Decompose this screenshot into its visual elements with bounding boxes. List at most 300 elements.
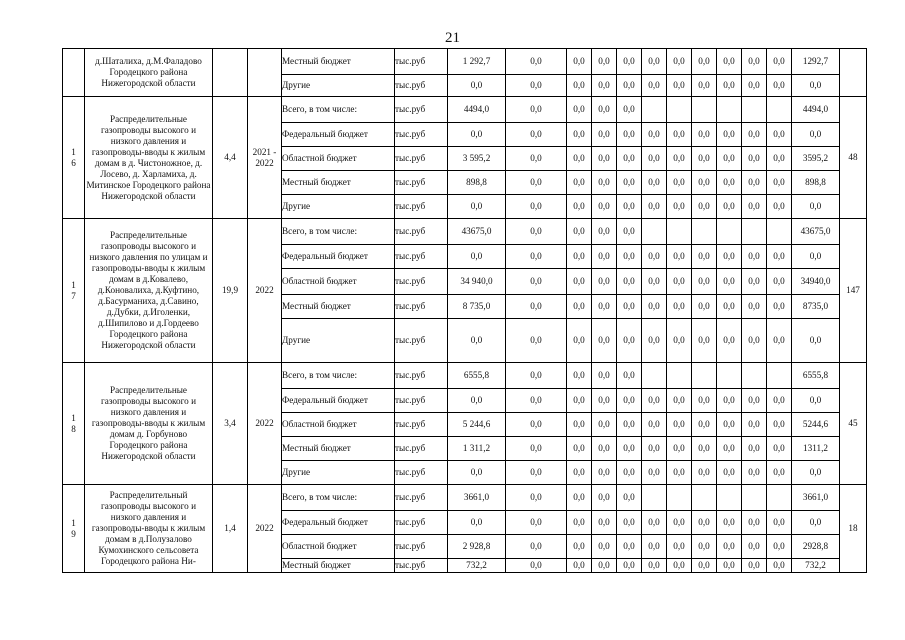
- year-cell: 0,0: [567, 269, 592, 295]
- year-cell: 0,0: [742, 195, 767, 219]
- object-description: Распределительный газопроводы высокого и низкого давления и газопроводы-вводы к жилым домам в д.Полузалово Кумохинского сельсовета Городецкого района Ни-: [85, 485, 213, 573]
- row-number: 1 8: [63, 363, 85, 485]
- amount-col: 0,0: [506, 49, 567, 75]
- amount-col: 0,0: [506, 219, 567, 245]
- amount-col: 0,0: [506, 535, 567, 559]
- funding-source: Всего, в том числе:: [282, 485, 395, 511]
- year-cell: 0,0: [742, 437, 767, 461]
- year-cell: 0,0: [742, 123, 767, 147]
- year-cell: 0,0: [717, 389, 742, 413]
- year-cell: [742, 219, 767, 245]
- funding-source: Другие: [282, 461, 395, 485]
- year-cell: 0,0: [617, 559, 642, 573]
- year-cell: [717, 219, 742, 245]
- amount-total: 34 940,0: [448, 269, 506, 295]
- year-cell: 0,0: [642, 269, 667, 295]
- year-cell: 0,0: [692, 461, 717, 485]
- year-cell: 0,0: [717, 195, 742, 219]
- year-cell: 0,0: [642, 319, 667, 363]
- year-cell: 0,0: [692, 295, 717, 319]
- unit-label: тыс.руб: [395, 485, 448, 511]
- amount-result: 0,0: [792, 389, 840, 413]
- year-cell: 0,0: [667, 269, 692, 295]
- year-cell: 0,0: [642, 147, 667, 171]
- funding-source: Всего, в том числе:: [282, 219, 395, 245]
- year-cell: 0,0: [642, 171, 667, 195]
- year-cell: 0,0: [617, 49, 642, 75]
- year-cell: 0,0: [667, 123, 692, 147]
- year-cell: 0,0: [667, 461, 692, 485]
- unit-label: тыс.руб: [395, 171, 448, 195]
- amount-result: 0,0: [792, 123, 840, 147]
- year-cell: 0,0: [717, 535, 742, 559]
- year-cell: 0,0: [642, 413, 667, 437]
- year-cell: 0,0: [617, 413, 642, 437]
- amount-total: 3 595,2: [448, 147, 506, 171]
- year-cell: 0,0: [692, 49, 717, 75]
- year-cell: 0,0: [667, 245, 692, 269]
- year-cell: 0,0: [592, 535, 617, 559]
- year-cell: 0,0: [642, 195, 667, 219]
- year-cell: 0,0: [617, 97, 642, 123]
- year-cell: 0,0: [692, 171, 717, 195]
- unit-label: тыс.руб: [395, 245, 448, 269]
- funding-source: Местный бюджет: [282, 437, 395, 461]
- year-cell: 0,0: [567, 363, 592, 389]
- year-cell: 0,0: [692, 559, 717, 573]
- amount-total: 1 292,7: [448, 49, 506, 75]
- amount-total: 898,8: [448, 171, 506, 195]
- row-number: 1 9: [63, 485, 85, 573]
- year-cell: 0,0: [592, 363, 617, 389]
- funding-source: Федеральный бюджет: [282, 245, 395, 269]
- page-number: 21: [445, 30, 460, 46]
- amount-total: 3661,0: [448, 485, 506, 511]
- funding-source: Областной бюджет: [282, 413, 395, 437]
- unit-label: тыс.руб: [395, 389, 448, 413]
- object-description: Распределительные газопроводы высокого и низкого давления и газопроводы-вводы к жилым домам в д. Чистоножное, д. Лосево, д. Харламиха, д. Митинское Городецкого района Нижегородской области: [85, 97, 213, 219]
- year-cell: [692, 219, 717, 245]
- amount-total: 0,0: [448, 195, 506, 219]
- year-cell: 0,0: [617, 363, 642, 389]
- year-cell: 0,0: [592, 511, 617, 535]
- funding-source: Областной бюджет: [282, 269, 395, 295]
- year-cell: 0,0: [692, 245, 717, 269]
- unit-label: тыс.руб: [395, 363, 448, 389]
- funding-source: Всего, в том числе:: [282, 363, 395, 389]
- year-cell: 0,0: [667, 171, 692, 195]
- unit-label: тыс.руб: [395, 559, 448, 573]
- year-cell: 0,0: [567, 219, 592, 245]
- amount-col: 0,0: [506, 269, 567, 295]
- year-cell: 0,0: [742, 75, 767, 97]
- year-cell: 0,0: [642, 511, 667, 535]
- year-cell: 0,0: [592, 559, 617, 573]
- funding-source: Федеральный бюджет: [282, 511, 395, 535]
- year-cell: 0,0: [592, 123, 617, 147]
- amount-result: 732,2: [792, 559, 840, 573]
- year-cell: 0,0: [592, 437, 617, 461]
- year-cell: 0,0: [567, 245, 592, 269]
- year-cell: [767, 219, 792, 245]
- object-description: Распределительные газопроводы высокого и низкого давления и газопроводы-вводы к жилым домам д. Горбуново Городецкого района Нижегородской области: [85, 363, 213, 485]
- year-cell: 0,0: [692, 123, 717, 147]
- year-cell: [642, 97, 667, 123]
- year-cell: 0,0: [717, 461, 742, 485]
- year-cell: 0,0: [592, 245, 617, 269]
- amount-result: 0,0: [792, 195, 840, 219]
- amount-col: 0,0: [506, 147, 567, 171]
- table-row: [63, 49, 867, 75]
- amount-total: 0,0: [448, 461, 506, 485]
- amount-col: 0,0: [506, 245, 567, 269]
- amount-total: 0,0: [448, 319, 506, 363]
- year-cell: 0,0: [642, 49, 667, 75]
- year-cell: 0,0: [767, 511, 792, 535]
- table-row: [63, 363, 867, 389]
- year-cell: 0,0: [717, 147, 742, 171]
- year-cell: 0,0: [617, 269, 642, 295]
- year-cell: 0,0: [742, 535, 767, 559]
- year-cell: 0,0: [667, 147, 692, 171]
- amount-col: 0,0: [506, 97, 567, 123]
- amount-total: 4494,0: [448, 97, 506, 123]
- year-cell: [767, 363, 792, 389]
- amount-total: 5 244,6: [448, 413, 506, 437]
- year-cell: [717, 363, 742, 389]
- object-length: 3,4: [213, 363, 248, 485]
- year-cell: 0,0: [617, 535, 642, 559]
- year-cell: [742, 485, 767, 511]
- year-cell: 0,0: [692, 511, 717, 535]
- amount-total: 43675,0: [448, 219, 506, 245]
- year-cell: [767, 485, 792, 511]
- year-cell: 0,0: [742, 461, 767, 485]
- year-cell: 0,0: [667, 559, 692, 573]
- year-cell: [742, 363, 767, 389]
- amount-col: 0,0: [506, 437, 567, 461]
- year-cell: 0,0: [567, 559, 592, 573]
- object-description: Распределительные газопроводы высокого и низкого давления по улицам и газопроводы-вводы к жилым домам в д.Ковалево, д.Коновалиха, д.Куфтино, д.Басурманиха, д.Савино, д.Дубки, д.Иголенки, д.Шипилово и д.Гордеево Городецкого района Нижегородской области: [85, 219, 213, 363]
- year-cell: 0,0: [717, 559, 742, 573]
- year-cell: 0,0: [617, 461, 642, 485]
- year-cell: 0,0: [667, 437, 692, 461]
- year-cell: [642, 485, 667, 511]
- year-cell: 0,0: [767, 319, 792, 363]
- year-cell: [717, 97, 742, 123]
- year-cell: 0,0: [642, 437, 667, 461]
- year-cell: 0,0: [667, 413, 692, 437]
- year-cell: 0,0: [617, 75, 642, 97]
- year-cell: 0,0: [767, 171, 792, 195]
- year-cell: 0,0: [767, 269, 792, 295]
- amount-col: 0,0: [506, 295, 567, 319]
- amount-total: 0,0: [448, 245, 506, 269]
- year-cell: 0,0: [717, 511, 742, 535]
- year-cell: 0,0: [667, 195, 692, 219]
- amount-total: 6555,8: [448, 363, 506, 389]
- year-cell: 0,0: [767, 535, 792, 559]
- year-cell: 0,0: [717, 269, 742, 295]
- year-cell: [667, 363, 692, 389]
- amount-result: 43675,0: [792, 219, 840, 245]
- year-cell: 0,0: [767, 123, 792, 147]
- year-cell: 0,0: [592, 389, 617, 413]
- unit-label: тыс.руб: [395, 195, 448, 219]
- year-cell: 0,0: [767, 295, 792, 319]
- year-cell: [692, 97, 717, 123]
- year-cell: 0,0: [567, 461, 592, 485]
- object-length: 4,4: [213, 97, 248, 219]
- amount-col: 0,0: [506, 363, 567, 389]
- funding-source: Другие: [282, 319, 395, 363]
- unit-label: тыс.руб: [395, 49, 448, 75]
- row-number: 1 7: [63, 219, 85, 363]
- year-cell: 0,0: [642, 75, 667, 97]
- year-cell: 0,0: [617, 123, 642, 147]
- funding-source: Местный бюджет: [282, 295, 395, 319]
- year-cell: 0,0: [742, 295, 767, 319]
- year-cell: 0,0: [617, 147, 642, 171]
- unit-label: тыс.руб: [395, 269, 448, 295]
- year-cell: 0,0: [692, 437, 717, 461]
- year-cell: 0,0: [592, 219, 617, 245]
- year-cell: 0,0: [717, 245, 742, 269]
- year-cell: 0,0: [617, 295, 642, 319]
- amount-result: 0,0: [792, 319, 840, 363]
- year-cell: 0,0: [567, 49, 592, 75]
- amount-col: 0,0: [506, 511, 567, 535]
- amount-result: 5244,6: [792, 413, 840, 437]
- year-cell: 0,0: [642, 123, 667, 147]
- year-cell: [667, 219, 692, 245]
- unit-label: тыс.руб: [395, 535, 448, 559]
- row-number: [63, 49, 85, 97]
- year-cell: 0,0: [642, 559, 667, 573]
- year-cell: 0,0: [642, 245, 667, 269]
- year-cell: 0,0: [617, 219, 642, 245]
- table-row: [63, 97, 867, 123]
- year-cell: 0,0: [767, 195, 792, 219]
- year-cell: 0,0: [567, 195, 592, 219]
- year-cell: 0,0: [667, 389, 692, 413]
- object-length: 1,4: [213, 485, 248, 573]
- year-cell: [642, 219, 667, 245]
- year-cell: 0,0: [667, 319, 692, 363]
- year-cell: 0,0: [717, 171, 742, 195]
- year-cell: 0,0: [692, 389, 717, 413]
- object-length: 19,9: [213, 219, 248, 363]
- year-cell: 0,0: [767, 413, 792, 437]
- year-cell: 0,0: [742, 147, 767, 171]
- object-total: 147: [840, 219, 867, 363]
- unit-label: тыс.руб: [395, 147, 448, 171]
- amount-col: 0,0: [506, 559, 567, 573]
- year-cell: 0,0: [617, 319, 642, 363]
- year-cell: 0,0: [617, 245, 642, 269]
- year-cell: 0,0: [567, 123, 592, 147]
- unit-label: тыс.руб: [395, 511, 448, 535]
- amount-total: 2 928,8: [448, 535, 506, 559]
- year-cell: 0,0: [567, 389, 592, 413]
- year-cell: [717, 485, 742, 511]
- year-cell: 0,0: [617, 437, 642, 461]
- year-cell: 0,0: [692, 413, 717, 437]
- year-cell: 0,0: [692, 147, 717, 171]
- amount-result: 4494,0: [792, 97, 840, 123]
- table-row: [63, 219, 867, 245]
- object-years: 2021 - 2022: [248, 97, 282, 219]
- year-cell: 0,0: [717, 123, 742, 147]
- year-cell: 0,0: [667, 511, 692, 535]
- amount-col: 0,0: [506, 485, 567, 511]
- funding-source: Всего, в том числе:: [282, 97, 395, 123]
- amount-col: 0,0: [506, 461, 567, 485]
- year-cell: [642, 363, 667, 389]
- amount-total: 8 735,0: [448, 295, 506, 319]
- year-cell: [692, 485, 717, 511]
- amount-col: 0,0: [506, 75, 567, 97]
- unit-label: тыс.руб: [395, 295, 448, 319]
- year-cell: 0,0: [617, 511, 642, 535]
- year-cell: 0,0: [742, 245, 767, 269]
- unit-label: тыс.руб: [395, 75, 448, 97]
- year-cell: 0,0: [567, 75, 592, 97]
- year-cell: 0,0: [667, 535, 692, 559]
- year-cell: 0,0: [767, 389, 792, 413]
- object-years: 2022: [248, 219, 282, 363]
- unit-label: тыс.руб: [395, 437, 448, 461]
- unit-label: тыс.руб: [395, 461, 448, 485]
- year-cell: 0,0: [592, 49, 617, 75]
- year-cell: 0,0: [742, 511, 767, 535]
- year-cell: 0,0: [617, 195, 642, 219]
- amount-total: 0,0: [448, 389, 506, 413]
- funding-source: Федеральный бюджет: [282, 389, 395, 413]
- amount-result: 0,0: [792, 75, 840, 97]
- year-cell: 0,0: [592, 147, 617, 171]
- amount-result: 0,0: [792, 245, 840, 269]
- funding-source: Местный бюджет: [282, 559, 395, 573]
- year-cell: 0,0: [592, 269, 617, 295]
- year-cell: 0,0: [567, 413, 592, 437]
- year-cell: 0,0: [767, 461, 792, 485]
- year-cell: 0,0: [767, 49, 792, 75]
- year-cell: 0,0: [742, 389, 767, 413]
- year-cell: [742, 97, 767, 123]
- amount-total: 0,0: [448, 123, 506, 147]
- year-cell: 0,0: [592, 319, 617, 363]
- amount-result: 0,0: [792, 461, 840, 485]
- amount-result: 1292,7: [792, 49, 840, 75]
- year-cell: 0,0: [567, 147, 592, 171]
- year-cell: 0,0: [617, 171, 642, 195]
- amount-total: 0,0: [448, 511, 506, 535]
- year-cell: 0,0: [667, 75, 692, 97]
- year-cell: 0,0: [767, 75, 792, 97]
- year-cell: 0,0: [617, 485, 642, 511]
- funding-source: Местный бюджет: [282, 171, 395, 195]
- amount-total: 732,2: [448, 559, 506, 573]
- amount-col: 0,0: [506, 389, 567, 413]
- amount-total: 1 311,2: [448, 437, 506, 461]
- year-cell: 0,0: [642, 461, 667, 485]
- year-cell: 0,0: [592, 461, 617, 485]
- year-cell: 0,0: [642, 535, 667, 559]
- amount-col: 0,0: [506, 123, 567, 147]
- year-cell: 0,0: [567, 171, 592, 195]
- year-cell: 0,0: [692, 195, 717, 219]
- year-cell: 0,0: [642, 389, 667, 413]
- object-years: 2022: [248, 485, 282, 573]
- year-cell: 0,0: [592, 485, 617, 511]
- year-cell: 0,0: [692, 75, 717, 97]
- year-cell: 0,0: [692, 269, 717, 295]
- year-cell: 0,0: [642, 295, 667, 319]
- unit-label: тыс.руб: [395, 123, 448, 147]
- funding-source: Областной бюджет: [282, 147, 395, 171]
- year-cell: 0,0: [767, 245, 792, 269]
- unit-label: тыс.руб: [395, 219, 448, 245]
- year-cell: 0,0: [742, 413, 767, 437]
- amount-total: 0,0: [448, 75, 506, 97]
- year-cell: 0,0: [717, 75, 742, 97]
- year-cell: 0,0: [767, 147, 792, 171]
- year-cell: 0,0: [592, 295, 617, 319]
- year-cell: 0,0: [717, 49, 742, 75]
- year-cell: 0,0: [592, 413, 617, 437]
- funding-source: Другие: [282, 75, 395, 97]
- year-cell: [692, 363, 717, 389]
- year-cell: 0,0: [617, 389, 642, 413]
- year-cell: [667, 97, 692, 123]
- amount-col: 0,0: [506, 195, 567, 219]
- year-cell: 0,0: [717, 295, 742, 319]
- year-cell: 0,0: [767, 437, 792, 461]
- year-cell: 0,0: [667, 49, 692, 75]
- year-cell: 0,0: [567, 319, 592, 363]
- amount-result: 1311,2: [792, 437, 840, 461]
- year-cell: 0,0: [567, 295, 592, 319]
- year-cell: 0,0: [567, 437, 592, 461]
- amount-result: 2928,8: [792, 535, 840, 559]
- unit-label: тыс.руб: [395, 413, 448, 437]
- year-cell: 0,0: [567, 535, 592, 559]
- object-total: 45: [840, 363, 867, 485]
- year-cell: [767, 97, 792, 123]
- year-cell: 0,0: [592, 171, 617, 195]
- year-cell: 0,0: [592, 97, 617, 123]
- year-cell: 0,0: [717, 413, 742, 437]
- year-cell: 0,0: [567, 97, 592, 123]
- year-cell: 0,0: [592, 75, 617, 97]
- amount-result: 8735,0: [792, 295, 840, 319]
- funding-source: Федеральный бюджет: [282, 123, 395, 147]
- year-cell: [667, 485, 692, 511]
- year-cell: 0,0: [567, 511, 592, 535]
- budget-table: [62, 48, 867, 573]
- row-number: 1 6: [63, 97, 85, 219]
- amount-result: 34940,0: [792, 269, 840, 295]
- year-cell: 0,0: [692, 535, 717, 559]
- amount-result: 6555,8: [792, 363, 840, 389]
- amount-result: 3595,2: [792, 147, 840, 171]
- object-total: 18: [840, 485, 867, 573]
- object-years: [248, 49, 282, 97]
- object-length: [213, 49, 248, 97]
- amount-result: 0,0: [792, 511, 840, 535]
- amount-col: 0,0: [506, 171, 567, 195]
